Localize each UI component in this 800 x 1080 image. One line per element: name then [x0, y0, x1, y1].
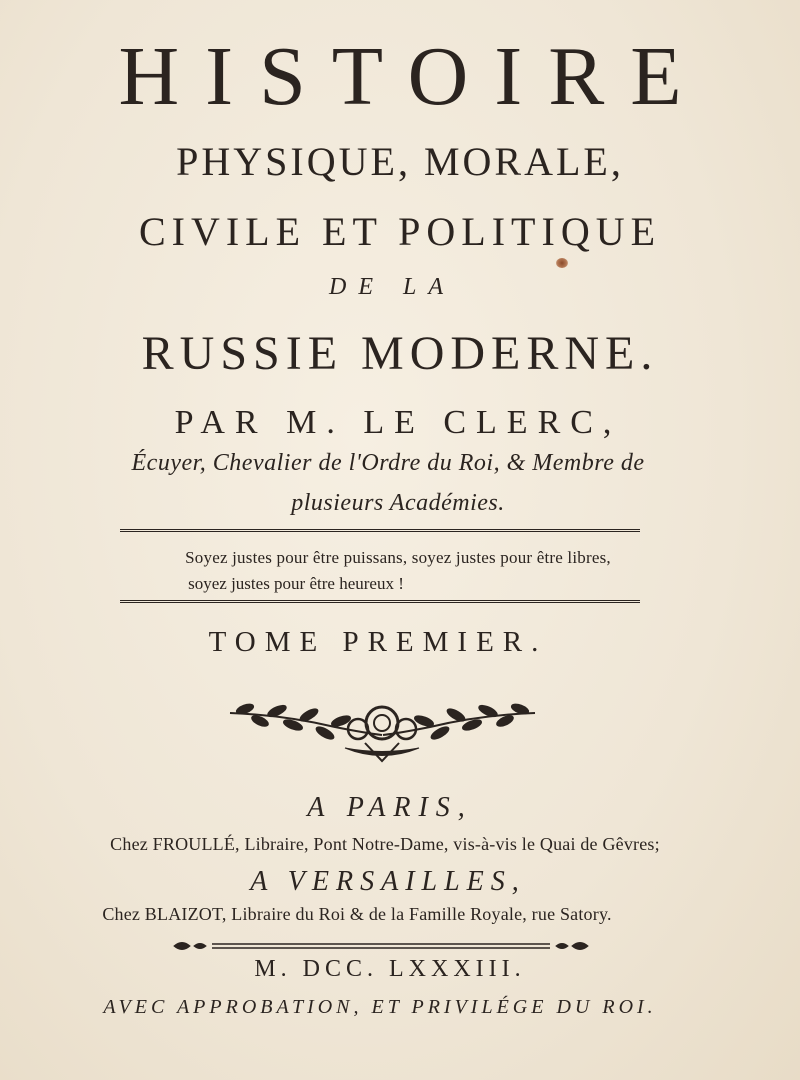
volume-label: TOME PREMIER.: [208, 626, 548, 658]
imprint-publisher-froulle: Chez FROULLÉ, Libraire, Pont Notre-Dame, vis-à-vis le Quai de Gêvres;: [110, 834, 660, 854]
author-credentials-line-2: plusieurs Académies.: [291, 490, 505, 516]
floral-ornament-icon: [225, 693, 540, 768]
double-rule-top: [120, 529, 640, 535]
divider-ornament-icon: [172, 937, 590, 955]
author-name: PAR M. LE CLERC,: [174, 404, 622, 441]
subtitle-line-2: CIVILE ET POLITIQUE: [138, 209, 662, 254]
publication-date: M. DCC. LXXXIII.: [254, 956, 526, 982]
imprint-city-versailles: A VERSAILLES,: [250, 866, 526, 897]
motto-line-2: soyez justes pour être heureux !: [188, 574, 404, 593]
subtitle-line-1: PHYSIQUE, MORALE,: [176, 139, 624, 184]
imprint-publisher-blaizot: Chez BLAIZOT, Libraire du Roi & de la Famille Royale, rue Satory.: [102, 904, 612, 924]
subtitle-line-4: RUSSIE MODERNE.: [141, 327, 659, 380]
book-title: HISTOIRE: [118, 30, 708, 123]
imprint-city-paris: A PARIS,: [307, 792, 473, 823]
royal-privilege: AVEC APPROBATION, ET PRIVILÉGE DU ROI.: [103, 996, 657, 1018]
double-rule-bottom: [120, 600, 640, 606]
subtitle-line-3: DE LA: [329, 274, 455, 300]
author-credentials-line-1: Écuyer, Chevalier de l'Ordre du Roi, & Membre de: [131, 450, 645, 476]
paper-stain: [556, 258, 568, 268]
motto-line-1: Soyez justes pour être puissans, soyez justes pour être libres,: [185, 548, 611, 567]
